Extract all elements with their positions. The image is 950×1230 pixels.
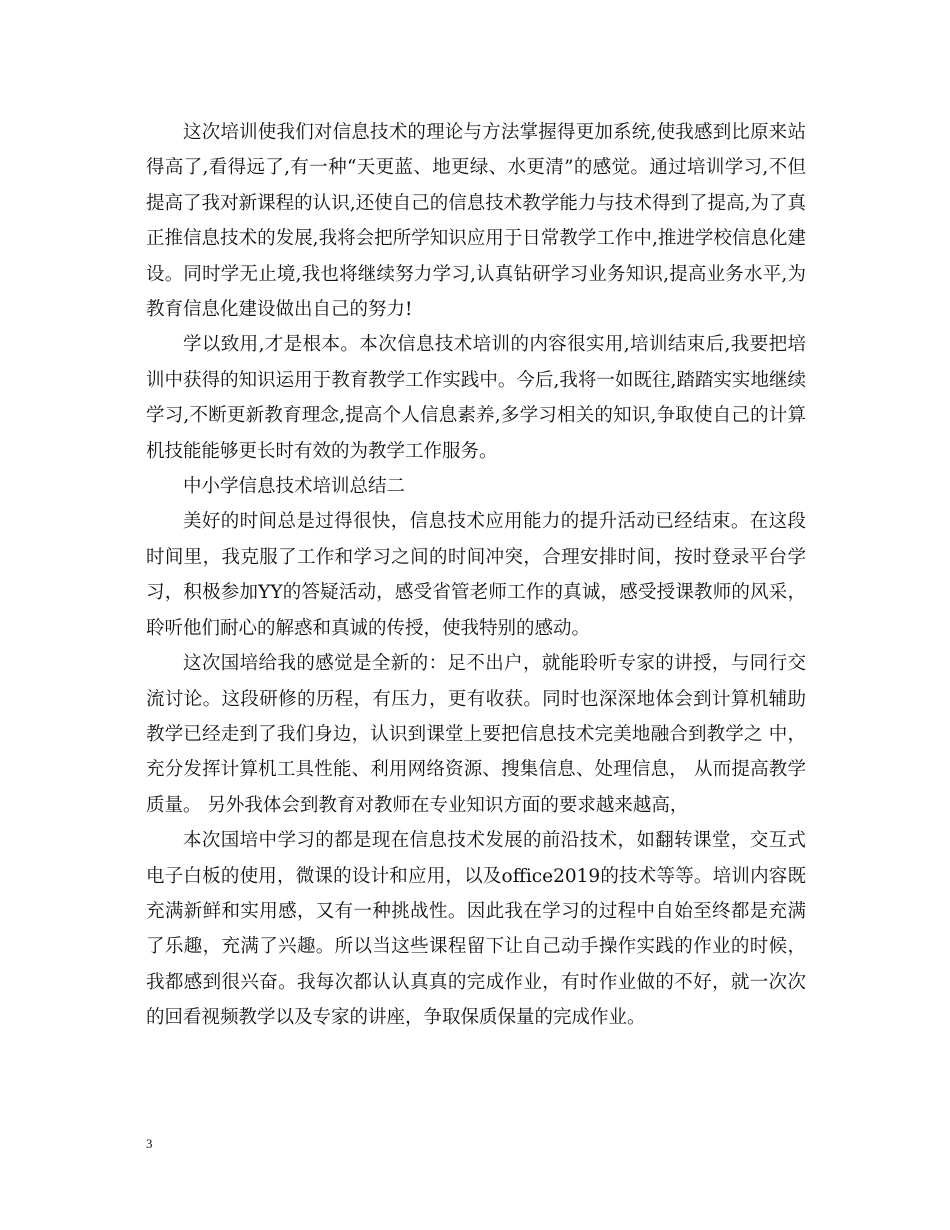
document-body [146,115,806,1036]
paragraph-frontier-tech: 本次国培中学习的都是现在信息技术发展的前沿技术，如翻转课堂，交互式电子白板的使用，微课的设计和应用，以及office2019的技术等等。培训内容既充满新鲜和实用感，又有一种挑战性。因此我在学习的过程中自始至终都是充满了乐趣，充满了兴趣。所以当这些课程留下让自己动手操作实践的作业的时候，我都感到很兴奋。我每次都认认真真的完成作业，有时作业做的不好，就一次次的回看视频教学以及专家的讲座，争取保质保量的完成作业。 [146,830,806,1029]
paragraph-national-training: 这次国培给我的感觉是全新的：足不出户，就能聆听专家的讲授，与同行交流讨论。这段研修的历程，有压力，更有收获。同时也深深地体会到计算机辅助教学已经走到了我们身边，认识到课堂上要把信息技术完美地融合到教学之 中， 充分发挥计算机工具性能、利用网络资源、搜集信息、处理信息， 从而提高教学质量。 另外我体会到教育对教师在专业知识方面的要求越来越高， [146,653,806,816]
paragraph-training-summary: 这次培训使我们对信息技术的理论与方法掌握得更加系统,使我感到比原来站得高了,看得远了,有一种“天更蓝、地更绿、水更清”的感觉。通过培训学习,不但提高了我对新课程的认识,还使自己的信息技术教学能力与技术得到了提高,为了真正推信息技术的发展,我将会把所学知识应用于日常教学工作中,推进学校信息化建设。同时学无止境,我也将继续努力学习,认真钻研学习业务知识,提高业务水平,为教育信息化建设做出自己的努力! [146,122,806,321]
section-heading: 中小学信息技术培训总结二 [183,476,406,498]
page-number: 3 [146,1136,153,1151]
paragraph-time-flies: 美好的时间总是过得很快，信息技术应用能力的提升活动已经结束。在这段时间里，我克服了工作和学习之间的时间冲突，合理安排时间，按时登录平台学习，积极参加YY的答疑活动，感受省管老师工作的真诚，感受授课教师的风采，聆听他们耐心的解惑和真诚的传授，使我特别的感动。 [146,511,806,639]
paragraph-apply-learning: 学以致用,才是根本。本次信息技术培训的内容很实用,培训结束后,我要把培训中获得的知识运用于教育教学工作实践中。今后,我将一如既往,踏踏实实地继续学习,不断更新教育理念,提高个人信息素养,多学习相关的知识,争取使自己的计算机技能能够更长时有效的为教学工作服务。 [146,334,806,462]
